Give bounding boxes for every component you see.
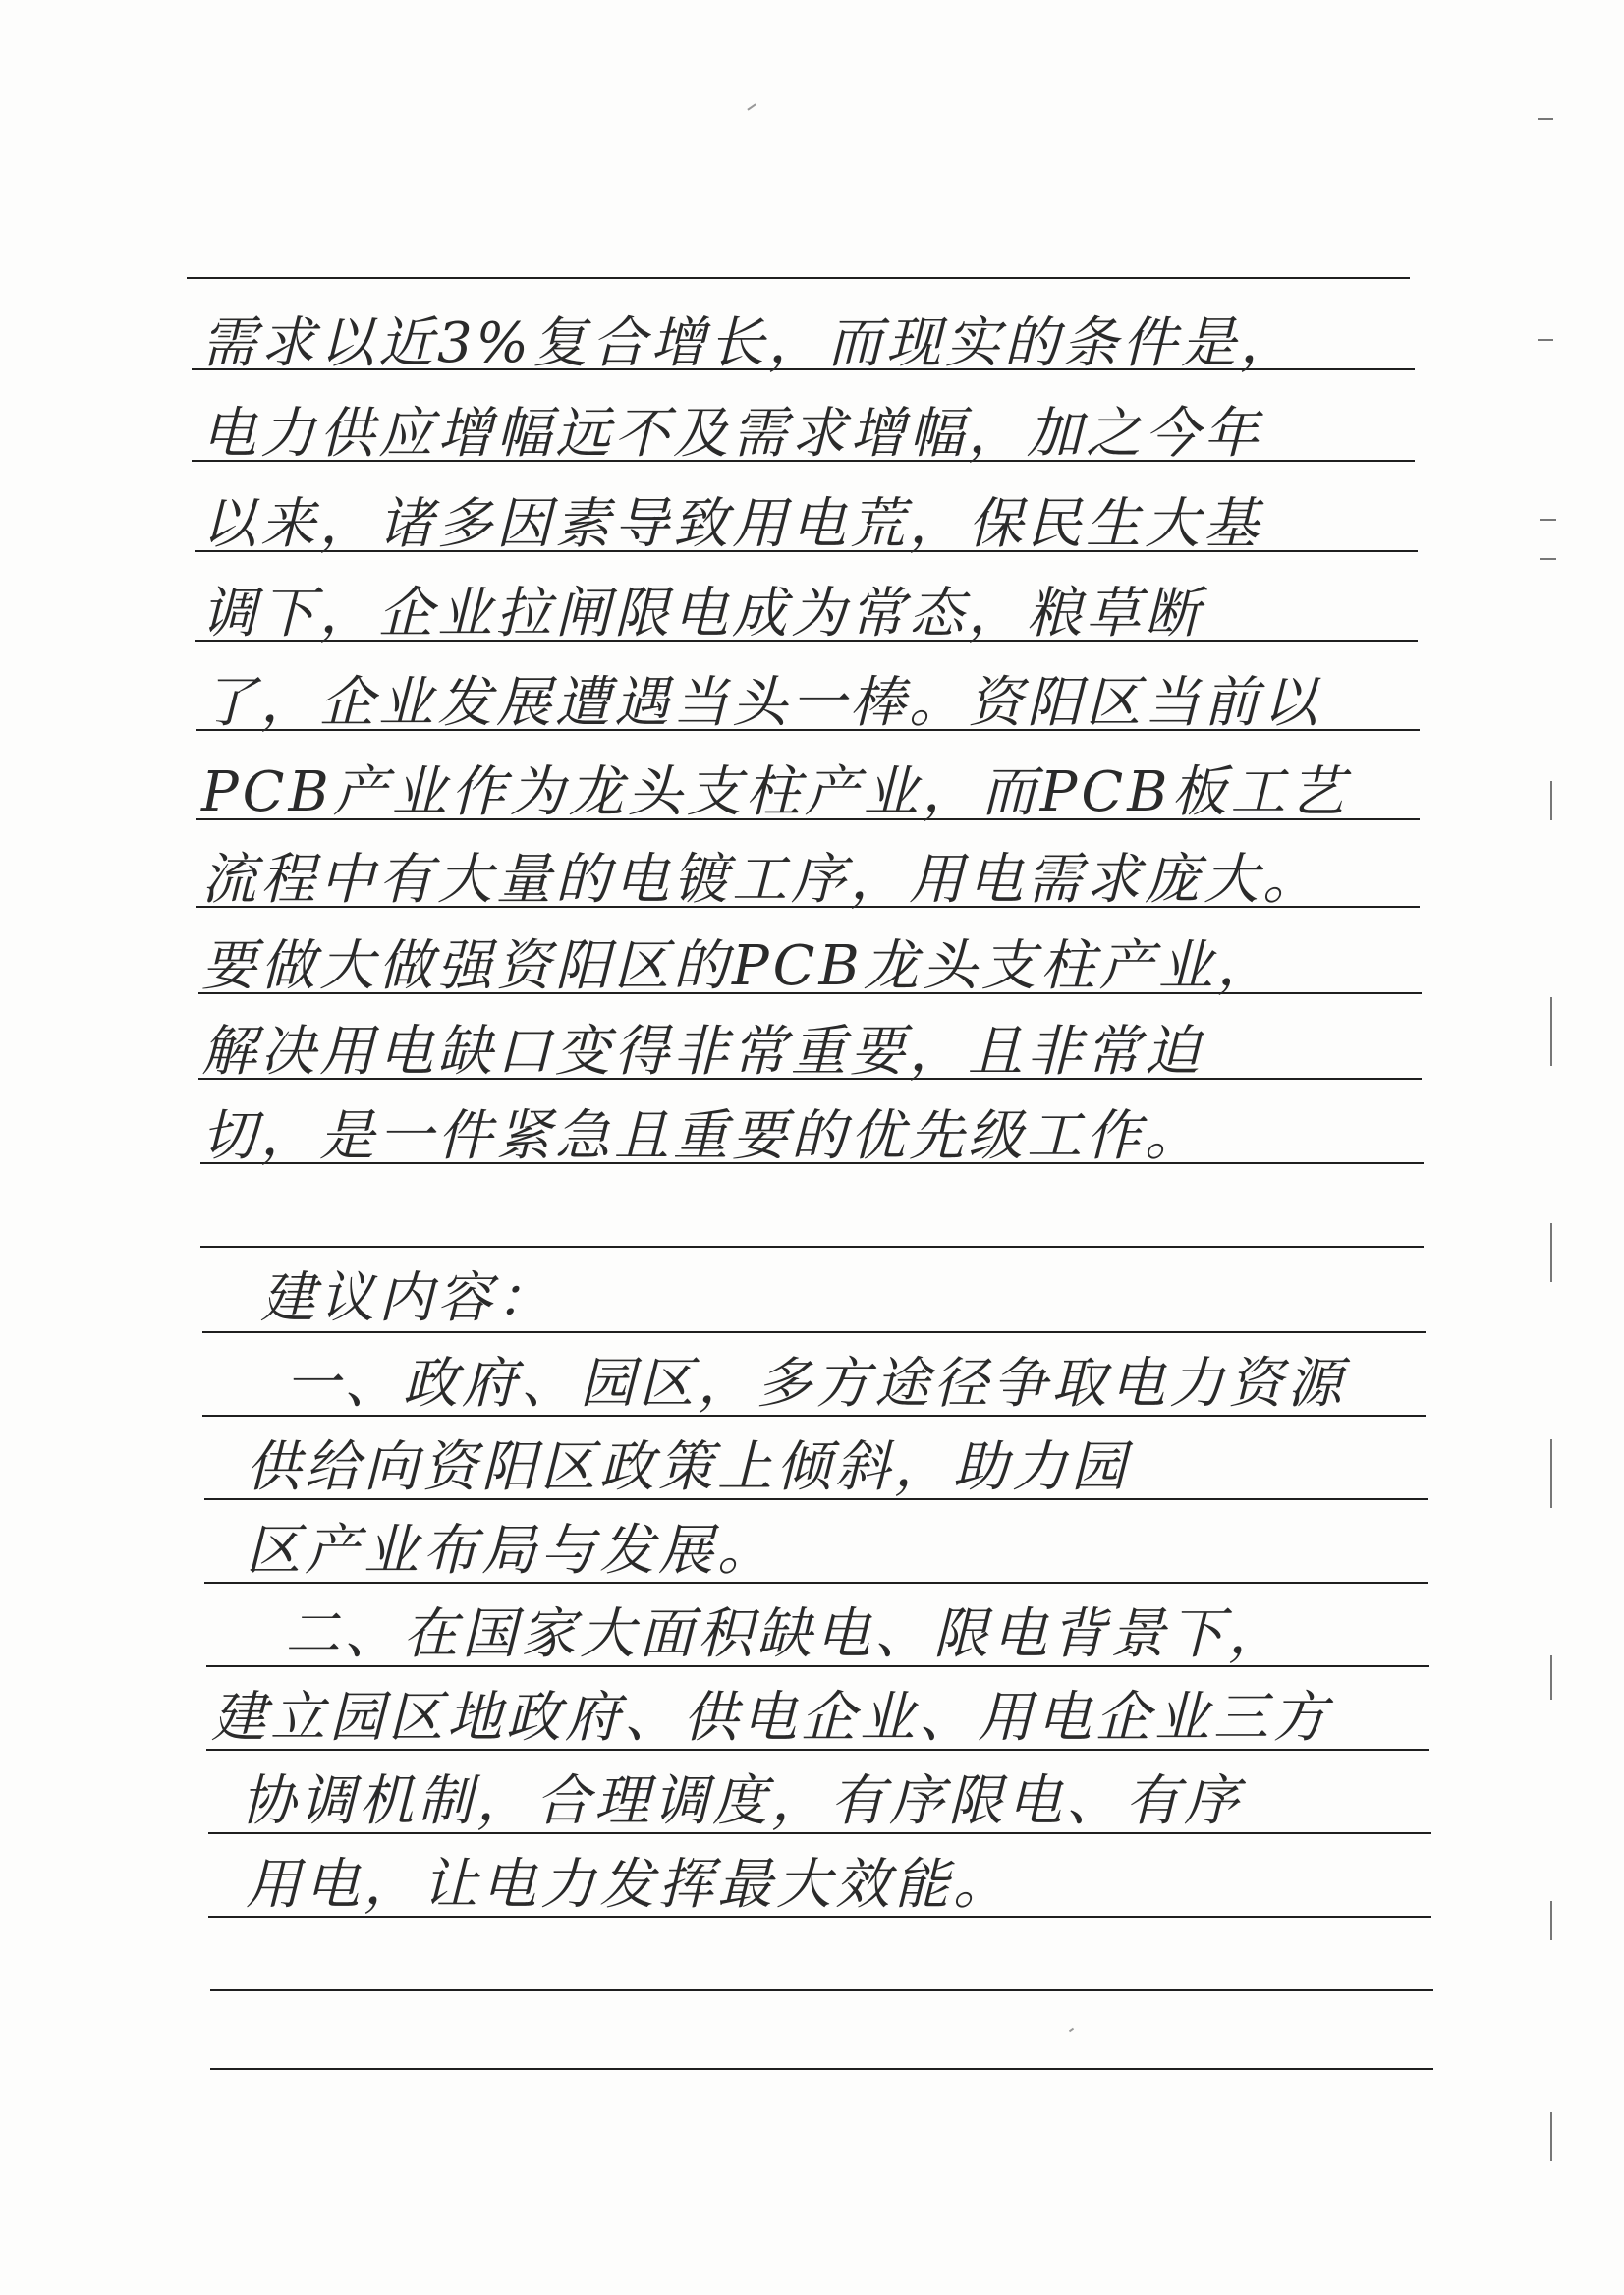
- handwritten-line: 电力供应增幅远不及需求增幅，加之今年: [201, 402, 1262, 466]
- edge-mark: [1550, 2112, 1570, 2161]
- handwritten-line: 用电，让电力发挥最大效能。: [246, 1853, 1012, 1917]
- edge-mark: [1550, 1439, 1570, 1508]
- handwritten-line: 切，是一件紧急且重要的优先级工作。: [201, 1104, 1204, 1168]
- edge-mark: [1550, 1655, 1570, 1700]
- handwritten-line: 供给向资阳区政策上倾斜，助力园: [246, 1435, 1130, 1499]
- handwritten-line: 二、在国家大面积缺电、限电背景下，: [285, 1602, 1287, 1666]
- ruled-line: [210, 2068, 1433, 2070]
- handwritten-line: 一、政府、园区，多方途径争取电力资源: [285, 1352, 1346, 1416]
- handwritten-line: 调下，企业拉闸限电成为常态，粮草断: [201, 582, 1204, 645]
- handwritten-line: 了，企业发展遭遇当头一棒。资阳区当前以: [201, 671, 1321, 735]
- paper-speck: [747, 103, 756, 110]
- handwritten-line: 以来，诸多因素导致用电荒，保民生大基: [201, 492, 1262, 556]
- edge-mark: [1550, 1901, 1570, 1940]
- handwritten-line: 区产业布局与发展。: [246, 1519, 776, 1583]
- edge-mark: [1540, 558, 1556, 560]
- ruled-line: [210, 1989, 1433, 1991]
- edge-mark: [1538, 118, 1553, 120]
- handwritten-line: 建立园区地政府、供电企业、用电企业三方: [211, 1686, 1331, 1750]
- edge-mark: [1538, 339, 1553, 341]
- handwritten-line: 要做大做强资阳区的PCB龙头支柱产业，: [201, 934, 1276, 998]
- edge-mark: [1550, 781, 1570, 820]
- ruled-line: [202, 1331, 1426, 1333]
- handwritten-line: 需求以近3%复合增长，而现实的条件是，: [201, 311, 1299, 375]
- edge-mark: [1540, 519, 1556, 521]
- ruled-line: [200, 1246, 1424, 1248]
- ruled-line: [187, 277, 1410, 279]
- handwritten-line: 流程中有大量的电镀工序，用电需求庞大。: [201, 848, 1321, 912]
- edge-mark: [1550, 997, 1570, 1066]
- edge-mark: [1550, 1223, 1570, 1282]
- handwritten-line: 协调机制，合理调度，有序限电、有序: [241, 1769, 1243, 1833]
- handwritten-line: 解决用电缺口变得非常重要，且非常迫: [201, 1020, 1204, 1084]
- section-heading: 建议内容：: [260, 1266, 555, 1330]
- paper-speck: [1069, 2028, 1074, 2033]
- handwritten-line: PCB产业作为龙头支柱产业，而PCB板工艺: [201, 760, 1349, 824]
